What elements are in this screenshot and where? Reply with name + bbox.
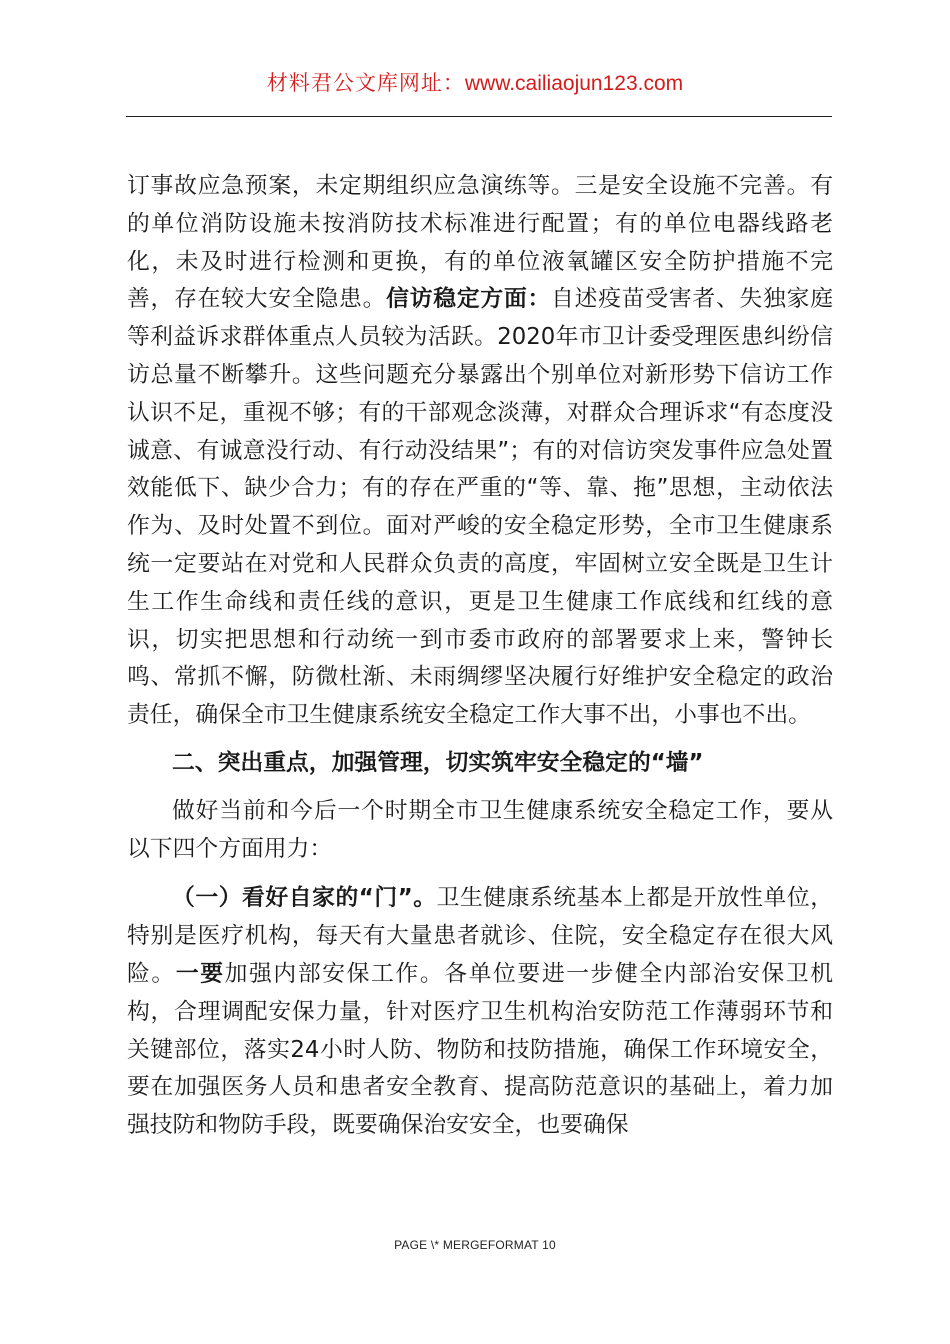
- paragraph-safety-issues: [127, 168, 833, 735]
- site-url[interactable]: www.cailiaojun123.com: [464, 72, 684, 95]
- bold-phrase: 信访稳定方面：: [386, 286, 552, 313]
- bold-phrase: 一要: [175, 960, 225, 987]
- paragraph-text: 加强内部安保工作。各单位要进一步健全内部治安保卫机构，合理调配安保力量，针对医疗卫生机构治安防范工作薄弱环节和关键部位，落实24小时人防、物防和技防措施，确保工作环境安全，要在加强医务人员和患者安全教育、提高防范意识的基础上，着力加强技防和物防手段，既要确保治安安全，也要确保: [127, 960, 834, 1139]
- site-label: 材料君公文库网址：: [266, 71, 465, 95]
- paragraph-guard-door: [127, 880, 833, 1145]
- section-heading: 二、突出重点，加强管理，切实筑牢安全稳定的“墙”: [172, 749, 704, 776]
- paragraph-text: 自述疫苗受害者、失独家庭等利益诉求群体重点人员较为活跃。2020年市卫计委受理医患纠纷信访总量不断攀升。这些问题充分暴露出个别单位对新形势下信访工作认识不足，重视不够；有的干部观念淡薄，对群众合理诉求“有态度没诚意、有诚意没行动、有行动没结果”；有的对信访突发事件应急处置效能低下、缺少合力；有的存在严重的“等、靠、拖”思想，主动依法作为、及时处置不到位。面对严峻的安全稳定形势，全市卫生健康系统一定要站在对党和人民群众负责的高度，牢固树立安全既是卫生计生工作生命线和责任线的意识，更是卫生健康工作底线和红线的意识，切实把思想和行动统一到市委市政府的部署要求上来，警钟长鸣、常抓不懈，防微杜渐、未雨绸缪坚决履行好维护安全稳定的政治责任，确保全市卫生健康系统安全稳定工作大事不出，小事也不出。: [127, 286, 834, 729]
- bold-phrase: （一）看好自家的“门”。: [172, 885, 437, 912]
- paragraph-text: 卫生健康系统基本上都是开放性单位，特别是医疗机构，每天有大量患者就诊、住院，安全稳定存在很大风险。: [127, 885, 834, 987]
- page-footer: PAGE \* MERGEFORMAT 10: [394, 1238, 556, 1252]
- paragraph-intro: 做好当前和今后一个时期全市卫生健康系统安全稳定工作，要从以下四个方面用力：: [127, 797, 833, 862]
- header-divider: [126, 116, 832, 117]
- document-body: [127, 168, 833, 1145]
- site-header: [0, 66, 950, 101]
- paragraph-text: 订事故应急预案，未定期组织应急演练等。三是安全设施不完善。有的单位消防设施未按消防技术标准进行配置；有的单位电器线路老化，未及时进行检测和更换，有的单位液氧罐区安全防护措施不完善，存在较大安全隐患。: [127, 173, 833, 313]
